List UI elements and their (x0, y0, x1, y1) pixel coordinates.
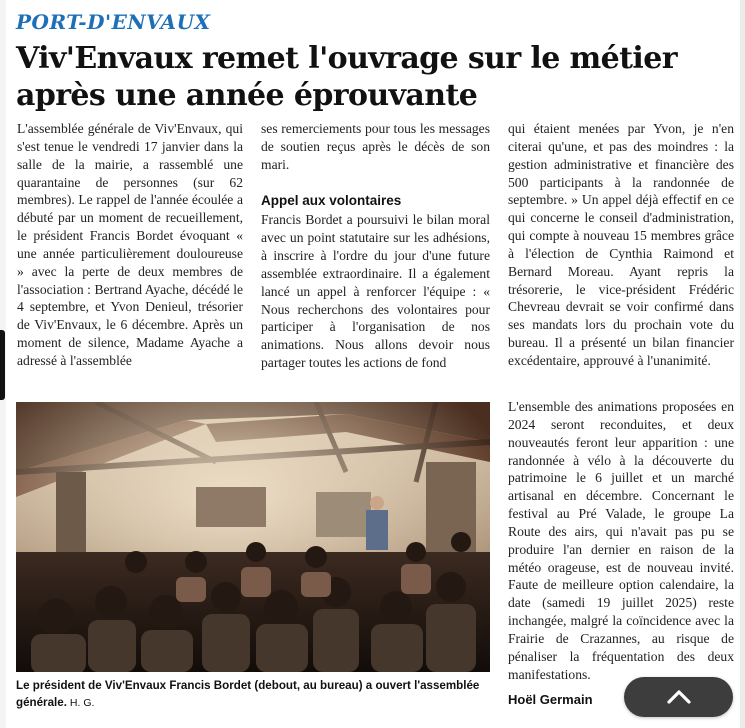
body-paragraph: L'assemblée générale de Viv'Envaux, qui s'est tenue le vendredi 17 janvier dans la salle de la mairie, a rassemblé une quarantaine de personnes (sur 62 membres). Le rappel de l'année écoulée a débuté par un moment de recueillement, le président Francis Bordet évoquant « une année particulièrement douloureuse » avec la perte de deux membres de l'association : Bertrand Ayache, décédé le 4 septembre, et Yvon Denieul, trésorier de Viv'Envaux, le 6 décembre. Après un moment de silence, Madame Ayache a adressé à l'assemblée (17, 121, 243, 368)
chevron-up-icon (666, 689, 692, 705)
caption-text: Le président de Viv'Envaux Francis Bordet (debout, au bureau) a ouvert l'assemblée générale. (16, 679, 480, 709)
article-column-3 (508, 120, 734, 370)
article-photo (16, 402, 490, 672)
scroll-top-button[interactable] (624, 677, 733, 717)
side-handle[interactable] (0, 330, 5, 400)
body-paragraph: Francis Bordet a poursuivi le bilan moral avec un point statutaire sur les adhésions, à inscrire à l'ordre du jour d'une future assemblée extraordinaire. Il a également lancé un appel à renforcer l'équipe : « Nous recherchons des volontaires pour participer à l'organisation de nos animations. Nous allons devoir nous partager toutes les actions de fond (261, 212, 490, 371)
body-paragraph: L'ensemble des animations proposées en 2024 seront reconduites, et deux nouveautés feront leur apparition : une randonnée à vélo à la découverte du patrimoine le 6 juillet et un marché artisanal en décembre. Concernant le festival au Pré Valade, le groupe La Route des airs, qui n'avait pas pu se produire l'an dernier en raison de la météo orageuse, est de nouveau invité. Faute de meilleure option calendaire, la date (samedi 19 juillet 2025) reste inchangée, malgré la coïncidence avec la Frairie de Crazannes, au risque de pénaliser la fréquentation des deux manifestations. (508, 399, 734, 682)
body-paragraph: qui étaient menées par Yvon, je n'en citerai qu'une, et pas des moindres : la gestion administrative et financière des 500 participants à la randonnée de septembre. » Un appel déjà effectif en ce qui concerne le conseil d'administration, qui compte à nouveau 15 membres grâce à l'élection de Cynthia Raimond et Bernard Moreau. Ayant repris la trésorerie, le vice-président Frédéric Chevreau devrait se voir confirmé dans ses mandats lors du prochain vote du bureau. Il a présenté un bilan financier excédentaire, approuvé à l'unanimité. (508, 121, 734, 368)
subheading: Appel aux volontaires (261, 192, 402, 208)
section-label: PORT-D'ENVAUX (16, 10, 211, 34)
page-edge-right (740, 0, 745, 728)
article-headline: Viv'Envaux remet l'ouvrage sur le métier après une année éprouvante (16, 41, 677, 113)
photo-caption (16, 677, 490, 712)
article-column-1 (17, 120, 243, 370)
article-column-3-continued (508, 398, 734, 684)
article-column-2 (261, 120, 490, 372)
author-signature: Hoël Germain (508, 692, 593, 707)
body-paragraph: ses remerciements pour tous les messages de soutien reçus après le décès de son mari. (261, 121, 490, 172)
photo-credit: H. G. (69, 697, 95, 709)
